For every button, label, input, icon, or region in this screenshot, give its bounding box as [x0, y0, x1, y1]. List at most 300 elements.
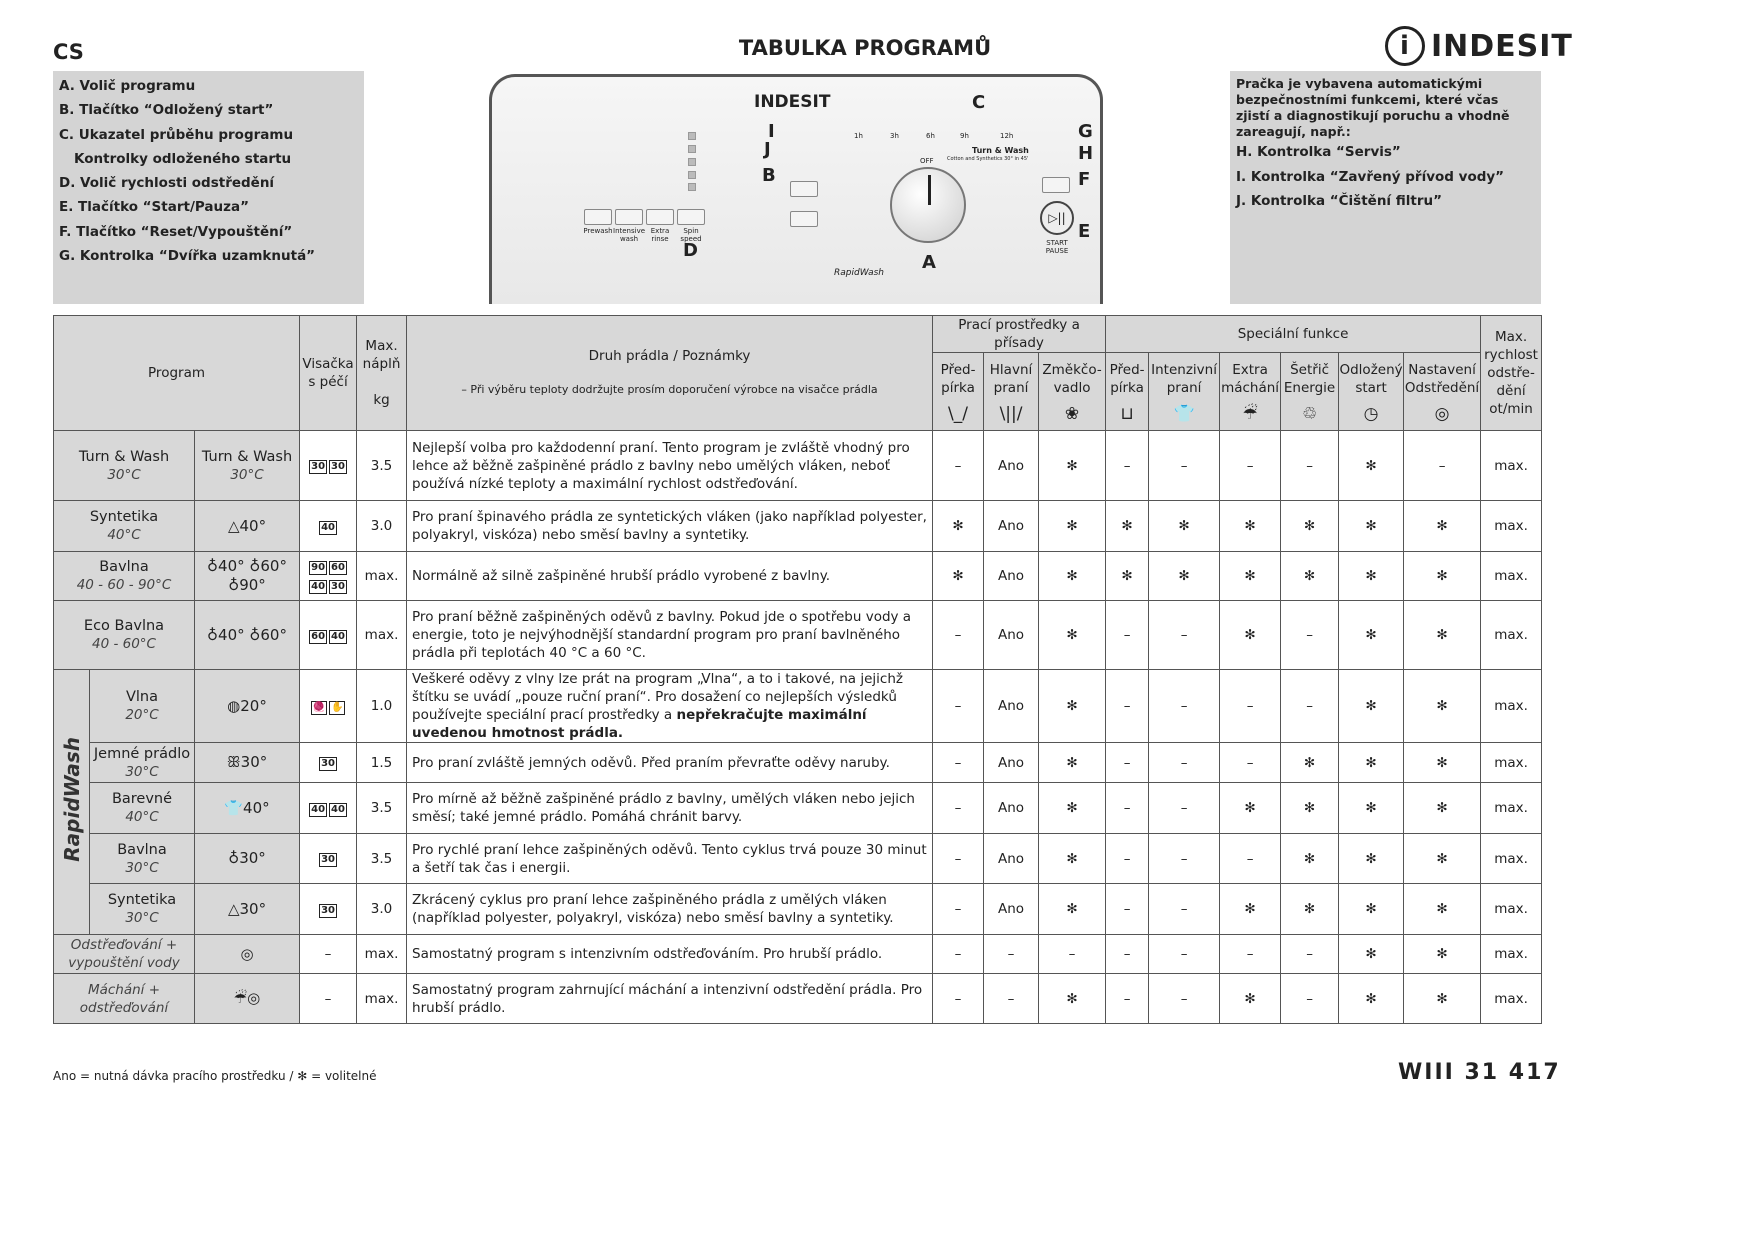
prewash-label: Prewash	[583, 227, 613, 235]
program-temp: 30°C	[125, 910, 159, 926]
header-col	[1220, 353, 1281, 431]
program-name: Turn & Wash	[78, 448, 170, 465]
care-label-cell	[300, 783, 357, 834]
function-cell: –	[1106, 884, 1149, 935]
model-number: WIII 31 417	[1398, 1060, 1561, 1085]
label-e: E	[1078, 221, 1091, 242]
header-col	[1404, 353, 1481, 431]
function-cell: –	[1281, 601, 1339, 670]
label-d: D	[683, 240, 698, 261]
intensive-wash-button[interactable]	[615, 209, 643, 225]
function-cell: –	[1106, 670, 1149, 743]
program-cell	[54, 601, 195, 670]
care-label-cell	[300, 501, 357, 552]
program-icon-cell	[195, 670, 300, 743]
header-col-label: Před-pírka	[940, 361, 976, 396]
function-cell: ✻	[1220, 974, 1281, 1024]
function-cell: –	[933, 974, 984, 1024]
program-temp: 30°C	[125, 859, 159, 876]
program-icon-cell	[195, 743, 300, 783]
header-col-label: Nastavení Odstředění	[1404, 361, 1480, 396]
function-cell: –	[933, 431, 984, 501]
function-cell: –	[1106, 935, 1149, 974]
function-cell: –	[933, 743, 984, 783]
header-desc-label: Druh prádla / Poznámky	[588, 348, 751, 364]
function-cell: Ano	[984, 834, 1039, 884]
function-cell: –	[1106, 783, 1149, 834]
legend-controls	[53, 71, 364, 304]
description-text: Samostatný program s intenzivním odstřeďováním. Pro hrubší prádlo.	[412, 946, 883, 962]
function-cell: ✻	[933, 552, 984, 601]
function-cell: –	[1149, 834, 1220, 884]
function-cell: –	[1220, 670, 1281, 743]
function-cell: Ano	[984, 552, 1039, 601]
rapidwash-group	[54, 670, 90, 935]
function-cell: ✻	[1220, 783, 1281, 834]
function-cell: –	[1220, 834, 1281, 884]
description	[407, 935, 933, 974]
header-col-icon: \_/	[948, 403, 969, 424]
prewash-button[interactable]	[584, 209, 612, 225]
function-cell: ✻	[1404, 884, 1481, 935]
program-name: Turn & Wash	[201, 448, 293, 465]
function-cell: –	[1106, 431, 1149, 501]
function-cell: –	[1281, 431, 1339, 501]
care-label-cell	[300, 670, 357, 743]
spin-speed-button[interactable]	[677, 209, 705, 225]
header-kg: kg	[373, 392, 390, 408]
program-name: Máchání + odstřeďování	[79, 981, 169, 1016]
header-max-label: Max. náplň	[362, 338, 401, 372]
program-icon: ◍20°	[227, 696, 267, 715]
function-cell: –	[1149, 431, 1220, 501]
program-cell	[54, 935, 195, 974]
function-cell: ✻	[1339, 935, 1404, 974]
function-cell: ✻	[1039, 601, 1106, 670]
function-cell: Ano	[984, 431, 1039, 501]
table-row	[54, 884, 1542, 935]
function-cell: max.	[1481, 935, 1542, 974]
table-row	[54, 783, 1542, 834]
function-cell: ✻	[1149, 501, 1220, 552]
max-load: max.	[357, 974, 407, 1024]
function-cell: ✻	[1404, 601, 1481, 670]
care-tag: 30	[331, 581, 345, 592]
function-cell: –	[1281, 974, 1339, 1024]
legend-item: B. Tlačítko “Odložený start”	[59, 102, 274, 119]
label-f: F	[1078, 169, 1091, 190]
program-temp: 30°C	[230, 466, 264, 483]
table-row	[54, 834, 1542, 884]
program-temp: 40°C	[107, 527, 141, 543]
function-cell: –	[1149, 743, 1220, 783]
turnwash-label: Turn & Wash	[972, 146, 1029, 155]
legend-item: A. Volič programu	[59, 78, 196, 94]
function-cell: ✻	[1339, 501, 1404, 552]
function-cell: –	[984, 974, 1039, 1024]
max-load: 1.5	[357, 743, 407, 783]
program-name: Syntetika	[89, 509, 159, 525]
language-code: CS	[53, 40, 84, 64]
function-cell: –	[1106, 743, 1149, 783]
function-cell: ✻	[1339, 601, 1404, 670]
start-label: START PAUSE	[1045, 239, 1069, 255]
table-row	[54, 935, 1542, 974]
program-icon-cell	[195, 935, 300, 974]
footnote: Ano = nutná dávka pracího prostředku / ✻ = volitelné	[53, 1069, 377, 1083]
header-col-icon: \||/	[999, 403, 1023, 424]
program-temp: 20°C	[125, 707, 159, 723]
function-cell: max.	[1481, 783, 1542, 834]
care-tag: 30	[311, 461, 326, 472]
header-col	[984, 353, 1039, 431]
safety-intro: Pračka je vybavena automatickými bezpečnostními funkcemi, které včas zjistí a diagnostikují poruchu a vhodně zareagují, např.:	[1236, 76, 1510, 139]
description-text: Pro praní špinavého prádla ze syntetických vláken (jako například polyester, polyakryl, viskóza) nebo směsí bavlny a syntetiky.	[412, 509, 927, 543]
function-cell: max.	[1481, 431, 1542, 501]
function-cell: –	[1106, 601, 1149, 670]
header-col	[933, 353, 984, 431]
function-cell: –	[1149, 670, 1220, 743]
header-col-label: Odložený start	[1339, 361, 1403, 396]
max-load: 3.5	[357, 431, 407, 501]
header-col-icon: 👕	[1173, 403, 1195, 424]
function-cell: –	[1039, 935, 1106, 974]
function-cell: ✻	[1404, 974, 1481, 1024]
header-col-label: Extra máchání	[1221, 361, 1280, 396]
function-cell: ✻	[1039, 974, 1106, 1024]
description-bold: nepřekračujte maximální uvedenou hmotnost prádla.	[412, 707, 867, 741]
program-name: Syntetika	[107, 892, 177, 908]
description	[407, 501, 933, 552]
description	[407, 552, 933, 601]
max-load: 3.0	[357, 884, 407, 935]
description-text: Nejlepší volba pro každodenní praní. Tento program je zvláště vhodný pro lehce až běžně zašpiněné prádlo z bavlny nebo umělých vláken, neboť používá nízké teploty a maximální rychlost odstřeďování.	[412, 439, 910, 492]
care-label-cell	[300, 552, 357, 601]
spin-led	[688, 183, 696, 191]
reset-drain-button[interactable]	[1042, 177, 1070, 193]
header-col	[1039, 353, 1106, 431]
function-cell: ✻	[1281, 552, 1339, 601]
header-col	[1106, 353, 1149, 431]
description-text: Normálně až silně zašpiněné hrubší prádlo vyrobené z bavlny.	[412, 568, 831, 584]
care-label-cell	[300, 601, 357, 670]
legend-safety	[1230, 71, 1541, 304]
function-cell: Ano	[984, 670, 1039, 743]
program-name: Jemné prádlo	[93, 745, 191, 762]
care-tag: –	[324, 990, 332, 1007]
program-cell	[54, 431, 195, 501]
function-cell: ✻	[1281, 834, 1339, 884]
function-cell: ✻	[1106, 501, 1149, 552]
function-cell: –	[1149, 974, 1220, 1024]
function-cell: ✻	[1404, 670, 1481, 743]
header-max	[357, 316, 407, 431]
function-cell: ✻	[1220, 501, 1281, 552]
header-col	[1281, 353, 1339, 431]
turnwash-sub: Cotton and Synthetics 30° in 45'	[947, 156, 1029, 162]
label-a: A	[922, 252, 936, 273]
description-text: Samostatný program zahrnující máchání a intenzivní odstředění prádla. Pro hrubší prádlo.	[412, 981, 923, 1016]
delay-1h: 1h	[854, 132, 863, 140]
function-cell: max.	[1481, 501, 1542, 552]
extra-rinse-label: Extra rinse	[650, 227, 670, 243]
function-cell: ✻	[1339, 974, 1404, 1024]
header-desc-note: – Při výběru teploty dodržujte prosím doporučení výrobce na visačce prádla	[461, 383, 878, 396]
reset-drain-button-left[interactable]	[790, 211, 818, 227]
program-cell	[90, 783, 195, 834]
function-cell: ✻	[1220, 552, 1281, 601]
program-icon-cell	[195, 501, 300, 552]
function-cell: ✻	[1039, 834, 1106, 884]
function-cell: –	[1149, 884, 1220, 935]
spin-led	[688, 158, 696, 166]
description	[407, 884, 933, 935]
care-tag: 40	[321, 521, 335, 533]
function-cell: –	[1149, 935, 1220, 974]
max-load: 1.0	[357, 670, 407, 743]
function-cell: –	[1220, 431, 1281, 501]
function-cell: ✻	[1106, 552, 1149, 601]
program-icon: ☔◎	[233, 989, 261, 1007]
care-tag: 40	[311, 803, 326, 815]
rapidwash-label: RapidWash	[59, 737, 84, 862]
legend-item: E. Tlačítko “Start/Pauza”	[59, 199, 249, 216]
max-load: max.	[357, 601, 407, 670]
function-cell: max.	[1481, 552, 1542, 601]
program-temp: 30°C	[125, 763, 159, 780]
spin-led	[688, 171, 696, 179]
header-detergents: Prací prostředky a přísady	[933, 316, 1106, 353]
care-tag: 30	[321, 758, 335, 769]
max-load: max.	[357, 935, 407, 974]
table-row	[54, 431, 1542, 501]
header-col-label: Před-pírka	[1109, 361, 1145, 396]
label-g: G	[1078, 121, 1093, 142]
function-cell: ✻	[1339, 431, 1404, 501]
legend-item-i: I. Kontrolka “Zavřený přívod vody”	[1236, 168, 1505, 185]
function-cell: max.	[1481, 974, 1542, 1024]
function-cell: –	[1106, 974, 1149, 1024]
spin-label: Spin speed	[680, 227, 702, 243]
program-cell	[90, 834, 195, 884]
description-text: Veškeré oděvy z vlny lze prát na program „Vlna“, a to i takové, na jejichž štítku se uvádí „pouze ruční praní“. Pro dosažení co nejlepších výsledků používejte speciální prací prostředky a	[412, 671, 903, 723]
function-cell: –	[933, 670, 984, 743]
header-col-label: Šetřič Energie	[1283, 361, 1336, 396]
program-icon-cell	[195, 884, 300, 935]
function-cell: ✻	[933, 501, 984, 552]
page-title: TABULKA PROGRAMŮ	[738, 36, 992, 60]
care-tag: 🧶	[312, 701, 326, 713]
program-selector-dial[interactable]	[890, 167, 966, 243]
start-pause-button[interactable]: ▷||	[1040, 201, 1074, 235]
program-icon: ♁40° ♁60° ♁90°	[207, 557, 287, 594]
function-cell: ✻	[1404, 501, 1481, 552]
brand-name: INDESIT	[1431, 28, 1573, 64]
function-cell: ✻	[1039, 431, 1106, 501]
function-cell: ✻	[1404, 834, 1481, 884]
program-icon: ♁40° ♁60°	[207, 625, 287, 644]
label-h: H	[1078, 143, 1094, 164]
off-label: OFF	[920, 157, 934, 165]
care-tag: 30	[321, 904, 335, 916]
description	[407, 743, 933, 783]
function-cell: –	[933, 935, 984, 974]
function-cell: max.	[1481, 834, 1542, 884]
description	[407, 431, 933, 501]
program-icon-cell	[195, 783, 300, 834]
table-row	[54, 501, 1542, 552]
function-cell: Ano	[984, 783, 1039, 834]
function-cell: ✻	[1281, 783, 1339, 834]
program-name: Bavlna	[117, 841, 167, 858]
delay-start-button[interactable]	[790, 181, 818, 197]
program-icon-cell	[195, 974, 300, 1024]
spin-led	[688, 145, 696, 153]
function-cell: ✻	[1339, 552, 1404, 601]
program-cell	[90, 670, 195, 743]
program-name: Barevné	[111, 791, 173, 807]
care-tag: 40	[331, 803, 345, 815]
label-c: C	[972, 92, 986, 113]
header-col	[1339, 353, 1404, 431]
program-icon: 👕40°	[224, 798, 270, 817]
function-cell: –	[984, 935, 1039, 974]
rapidwash-label: RapidWash	[834, 268, 885, 278]
program-cell	[90, 884, 195, 935]
header-col-label: Intenzivní praní	[1151, 361, 1217, 396]
function-cell: –	[1404, 431, 1481, 501]
care-label-cell	[300, 743, 357, 783]
header-col-icon: ♲	[1301, 403, 1318, 424]
program-icon-cell	[195, 601, 300, 670]
function-cell: ✻	[1149, 552, 1220, 601]
function-cell: ✻	[1220, 884, 1281, 935]
description	[407, 783, 933, 834]
logo-i-icon: i	[1385, 26, 1425, 66]
function-cell: –	[933, 884, 984, 935]
function-cell: Ano	[984, 884, 1039, 935]
max-load: 3.5	[357, 834, 407, 884]
function-cell: max.	[1481, 601, 1542, 670]
program-icon-cell	[195, 552, 300, 601]
function-cell: ✻	[1281, 501, 1339, 552]
function-cell: –	[1281, 670, 1339, 743]
function-cell: ✻	[1339, 834, 1404, 884]
function-cell: ✻	[1039, 501, 1106, 552]
brand-logo	[1385, 26, 1573, 66]
program-icon: △30°	[227, 899, 267, 918]
label-i: I	[768, 121, 775, 142]
description-text: Pro praní běžně zašpiněných oděvů z bavlny. Pokud jde o spotřebu vody a energie, toto je nejvýhodnější standardní program pro praní bavlněného prádla při teplotách 40 °C a 60 °C.	[412, 609, 912, 661]
function-cell: Ano	[984, 743, 1039, 783]
legend-item-h: H. Kontrolka “Servis”	[1236, 144, 1401, 160]
program-cell	[54, 974, 195, 1024]
description	[407, 834, 933, 884]
function-cell: ✻	[1339, 884, 1404, 935]
care-label-cell	[300, 884, 357, 935]
function-cell: ✻	[1281, 884, 1339, 935]
description-text: Pro praní zvláště jemných oděvů. Před praním převraťte oděvy naruby.	[412, 754, 890, 771]
table-row	[54, 974, 1542, 1024]
legend-item: F. Tlačítko “Reset/Vypouštění”	[59, 223, 293, 240]
function-cell: Ano	[984, 601, 1039, 670]
care-tag: 60	[331, 562, 345, 573]
program-icon: ◎	[240, 944, 254, 963]
header-col-icon: ◎	[1434, 403, 1450, 424]
care-tag: 30	[321, 854, 335, 865]
program-icon-cell	[195, 834, 300, 884]
program-cell	[54, 552, 195, 601]
care-tag: 90	[311, 562, 326, 573]
label-b: B	[762, 165, 776, 186]
care-label-cell	[300, 935, 357, 974]
function-cell: max.	[1481, 743, 1542, 783]
function-cell: max.	[1481, 670, 1542, 743]
max-load: max.	[357, 552, 407, 601]
care-label-cell	[300, 974, 357, 1024]
label-j: J	[764, 139, 771, 160]
control-panel-illustration	[489, 74, 1103, 304]
function-cell: ✻	[1339, 670, 1404, 743]
description	[407, 670, 933, 743]
description-text: Zkrácený cyklus pro praní lehce zašpiněného prádla z umělých vláken (například polyester, polyakryl, viskóza) nebo směsí bavlny a syntetiky.	[412, 892, 894, 926]
max-load: 3.5	[357, 783, 407, 834]
function-cell: max.	[1481, 884, 1542, 935]
function-cell: ✻	[1404, 783, 1481, 834]
legend-item-j: J. Kontrolka “Čištění filtru”	[1236, 193, 1442, 209]
function-cell: –	[1149, 601, 1220, 670]
program-name: Odstřeďování + vypouštění vody	[68, 937, 180, 971]
header-col-icon: ☔	[1242, 403, 1258, 424]
function-cell: –	[1220, 935, 1281, 974]
program-name: Eco Bavlna	[83, 618, 165, 634]
function-cell: ✻	[1039, 670, 1106, 743]
function-cell: –	[933, 601, 984, 670]
header-col-icon: ⊔	[1120, 403, 1134, 424]
function-cell: ✻	[1339, 783, 1404, 834]
table-row	[54, 743, 1542, 783]
program-temp: 30°C	[107, 466, 141, 483]
care-tag: 30	[331, 461, 345, 472]
function-cell: ✻	[1039, 884, 1106, 935]
care-tag: 40	[311, 581, 326, 592]
function-cell: –	[1106, 834, 1149, 884]
program-temp: 40°C	[125, 809, 159, 825]
delay-6h: 6h	[926, 132, 935, 140]
delay-9h: 9h	[960, 132, 969, 140]
header-col-icon: ❀	[1064, 403, 1080, 424]
function-cell: Ano	[984, 501, 1039, 552]
extra-rinse-button[interactable]	[646, 209, 674, 225]
description	[407, 601, 933, 670]
delay-3h: 3h	[890, 132, 899, 140]
program-name: Vlna	[125, 689, 159, 705]
legend-item: C. Ukazatel průběhu programu	[59, 126, 294, 143]
description	[407, 974, 933, 1024]
function-cell: –	[933, 783, 984, 834]
function-cell: ✻	[1039, 743, 1106, 783]
table-row	[54, 601, 1542, 670]
function-cell: –	[933, 834, 984, 884]
program-cell	[90, 743, 195, 783]
panel-brand: INDESIT	[754, 92, 831, 112]
header-special: Speciální funkce	[1106, 316, 1481, 353]
function-cell: ✻	[1281, 743, 1339, 783]
header-program: Program	[54, 316, 300, 431]
program-temp: 40 - 60 - 90°C	[76, 577, 172, 593]
header-speed: Max. rychlost odstře-dění ot/min	[1481, 316, 1542, 431]
function-cell: ✻	[1404, 743, 1481, 783]
